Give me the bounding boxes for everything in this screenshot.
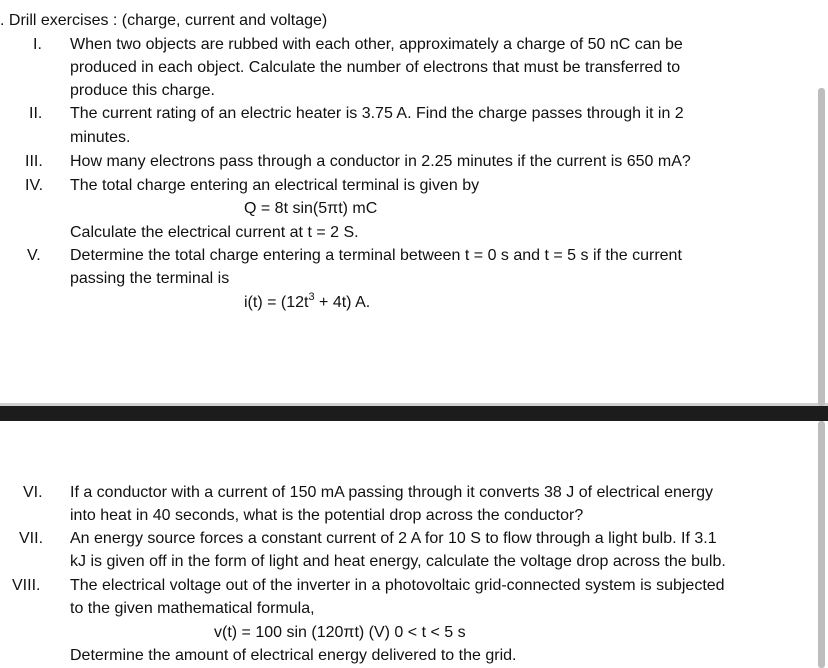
equation-part: i(t) = (12t — [244, 294, 309, 311]
item-text-line: If a conductor with a current of 150 mA passing through it converts 38 J of electrical energy — [70, 484, 714, 501]
item-text-line: produce this charge. — [70, 82, 215, 99]
item-text-line: The total charge entering an electrical terminal is given by — [70, 177, 480, 194]
item-number: VI. — [23, 484, 43, 501]
item-number: VII. — [19, 530, 44, 547]
item-number: II. — [29, 105, 43, 122]
equation: Q = 8t sin(5πt) mC — [244, 200, 378, 217]
item-text-line: How many electrons pass through a conductor in 2.25 minutes if the current is 650 mA? — [70, 153, 691, 170]
item-text-line: produced in each object. Calculate the number of electrons that must be transferred to — [70, 59, 681, 76]
item-number: IV. — [25, 177, 44, 194]
equation: v(t) = 100 sin (120πt) (V) 0 < t < 5 s — [214, 624, 466, 641]
item-number: VIII. — [12, 577, 41, 594]
item-text-line: Determine the total charge entering a terminal between t = 0 s and t = 5 s if the current — [70, 247, 682, 264]
item-text-line: When two objects are rubbed with each other, approximately a charge of 50 nC can be — [70, 36, 683, 53]
equation-exponent: 3 — [308, 290, 315, 303]
scrollbar[interactable] — [818, 88, 825, 406]
equation-part: + 4t) A. — [314, 294, 371, 311]
item-number: V. — [27, 247, 41, 264]
item-text-line: The electrical voltage out of the inverter in a photovoltaic grid-connected system is subjected — [70, 577, 725, 594]
item-text-line: passing the terminal is — [70, 270, 230, 287]
equation — [244, 292, 370, 314]
item-text-line: Calculate the electrical current at t = 2 S. — [70, 224, 359, 241]
scrollbar[interactable] — [818, 421, 825, 668]
item-text-line: An energy source forces a constant current of 2 A for 10 S to flow through a light bulb. If 3.1 — [70, 530, 717, 547]
item-number: I. — [33, 36, 42, 53]
section-heading: . Drill exercises : (charge, current and voltage) — [0, 12, 328, 29]
item-text-line: kJ is given off in the form of light and heat energy, calculate the voltage drop across the bulb. — [70, 553, 726, 570]
item-text-line: Determine the amount of electrical energy delivered to the grid. — [70, 647, 517, 664]
item-text-line: The current rating of an electric heater is 3.75 A. Find the charge passes through it in 2 — [70, 105, 684, 122]
page-break-bar — [0, 406, 828, 421]
item-text-line: into heat in 40 seconds, what is the potential drop across the conductor? — [70, 507, 584, 524]
item-text-line: minutes. — [70, 129, 131, 146]
item-text-line: to the given mathematical formula, — [70, 600, 315, 617]
item-number: III. — [25, 153, 43, 170]
